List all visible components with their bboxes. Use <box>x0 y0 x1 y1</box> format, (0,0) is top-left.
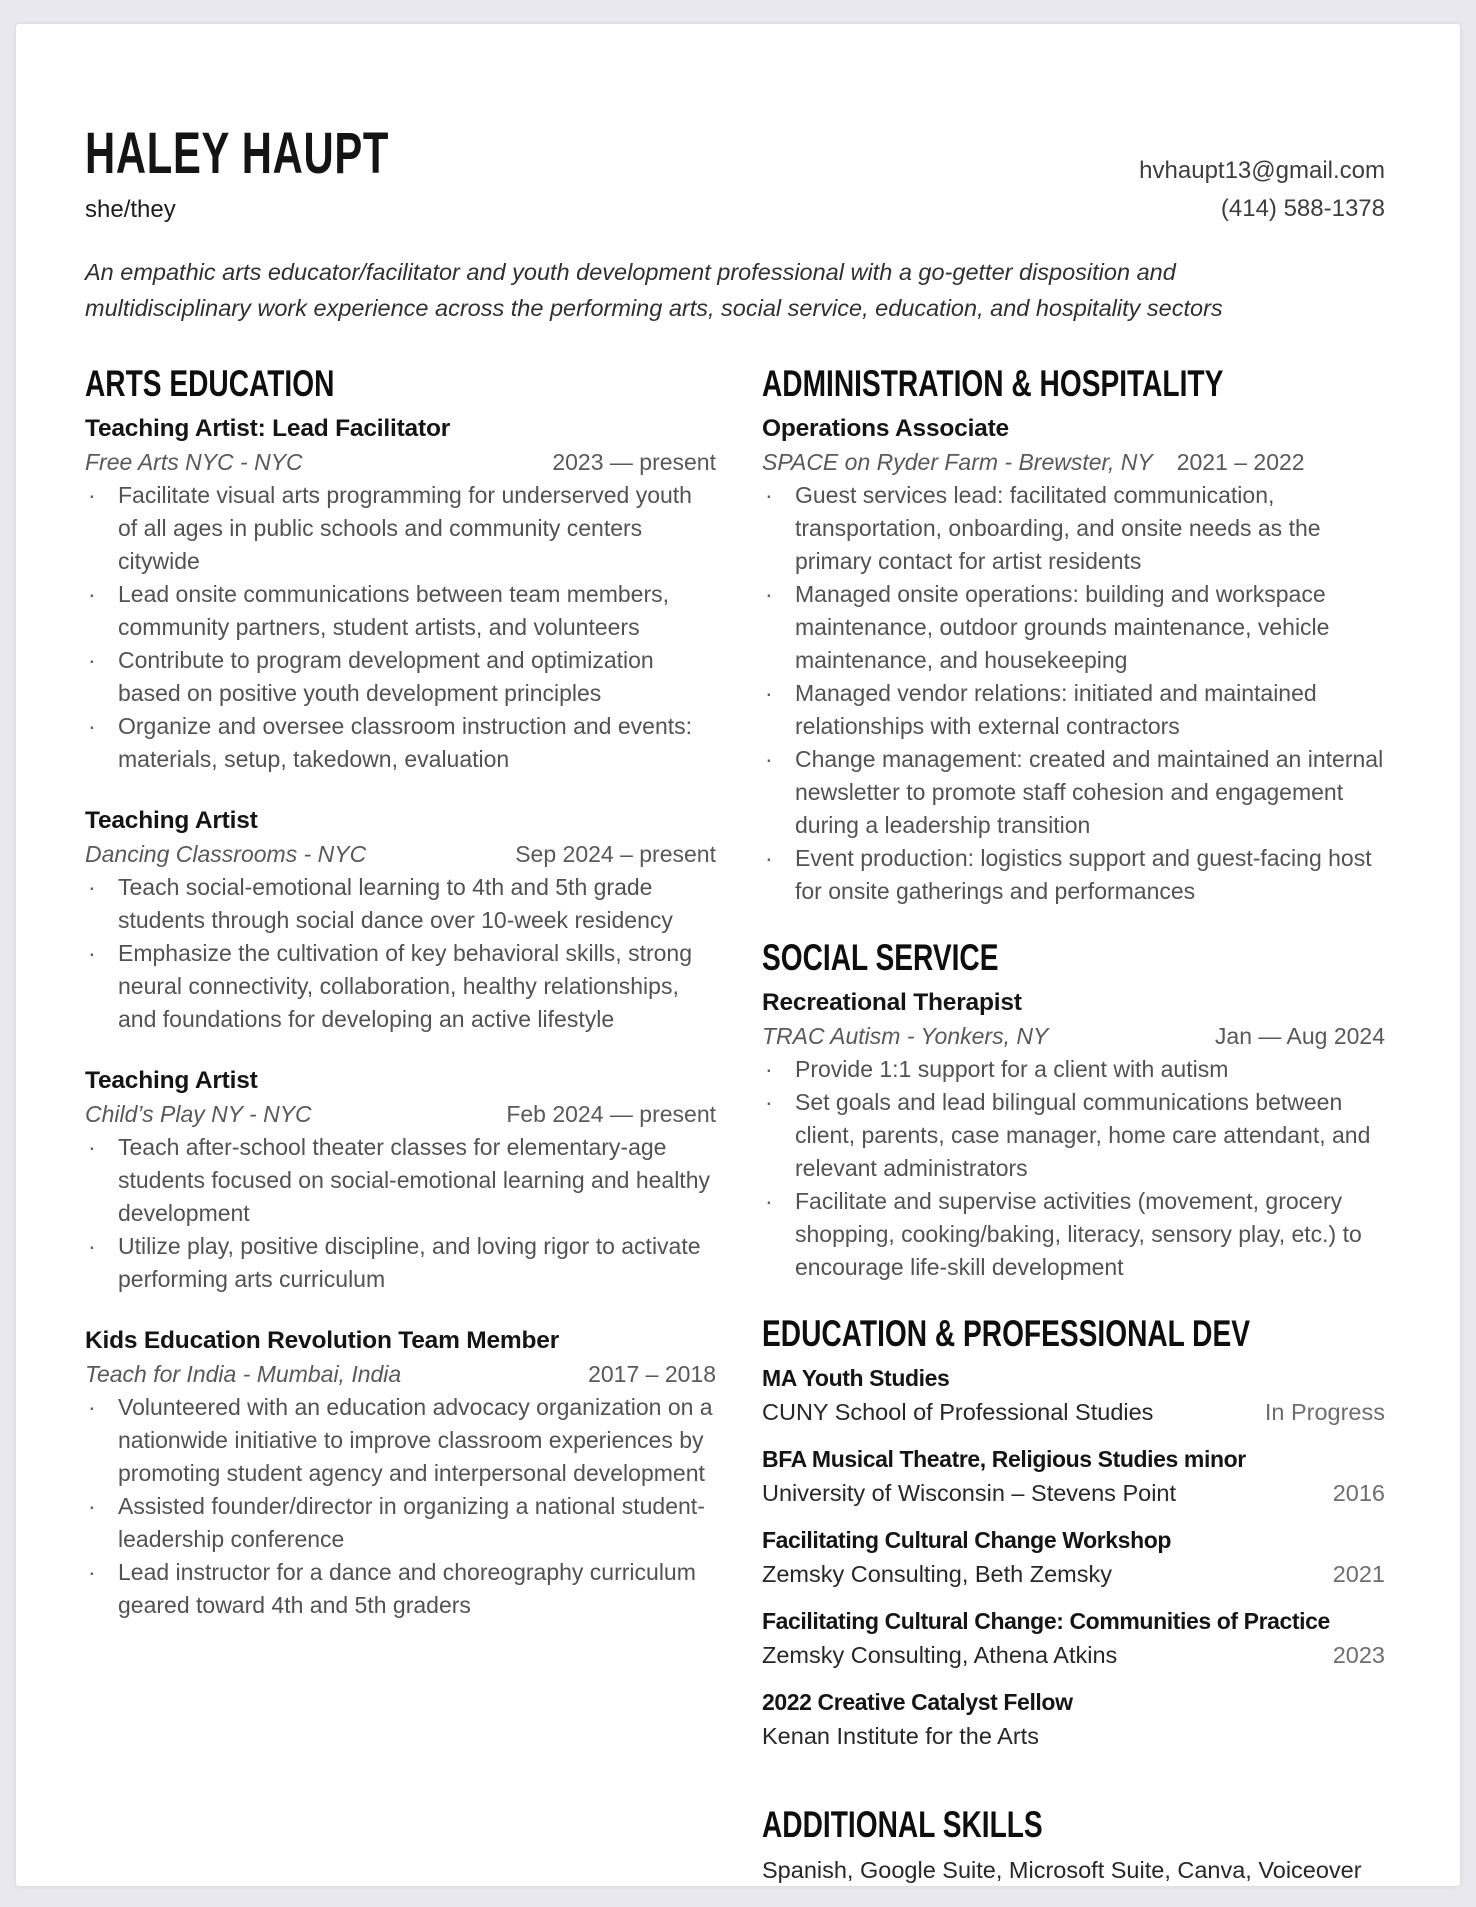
summary-statement: An empathic arts educator/facilitator and youth development professional with a go-getter disposition and multidisciplinary work experience across the performing arts, social service, education, and hospitality sectors <box>85 259 1223 321</box>
skills-list: Spanish, Google Suite, Microsoft Suite, Canva, Voiceover <box>762 1857 1362 1883</box>
bullet-item <box>762 578 1385 677</box>
company: TRAC Autism - Yonkers, NY <box>762 1023 1049 1049</box>
phone: (414) 588-1378 <box>1220 195 1385 222</box>
bullet-list <box>85 871 716 1036</box>
education-title: BFA Musical Theatre, Religious Studies minor <box>762 1446 1246 1472</box>
bullet-text: Emphasize the cultivation of key behavioral skills, strong neural connectivity, collaboration, healthy relationships, and foundations for developing an active lifestyle <box>118 940 693 1032</box>
job-meta <box>762 445 1385 479</box>
section-additional-skills <box>762 1803 1385 1886</box>
bullet-dot: · <box>765 680 773 706</box>
bullet-dot: · <box>765 482 773 508</box>
bullet-text: Facilitate visual arts programming for underserved youth of all ages in public schools and community centers citywide <box>118 482 692 574</box>
bullet-list <box>85 479 716 776</box>
institution: Zemsky Consulting, Athena Atkins <box>762 1642 1118 1668</box>
bullet-list <box>85 1131 716 1296</box>
bullet-item <box>85 1490 716 1556</box>
bullet-text: Lead onsite communications between team members, community partners, student artists, and volunteers <box>118 581 670 640</box>
job-entry <box>85 804 716 1036</box>
bullet-text: Managed vendor relations: initiated and maintained relationships with external contractors <box>795 680 1317 739</box>
bullet-text: Change management: created and maintained an internal newsletter to promote staff cohesion and engagement during a leadership transition <box>795 746 1384 838</box>
bullet-list <box>762 479 1385 908</box>
section-social-service <box>762 936 1385 1284</box>
bullet-dot: · <box>88 647 96 673</box>
education-entry <box>762 1443 1385 1510</box>
email: hvhaupt13@gmail.com <box>1139 157 1385 184</box>
dates: 2021 – 2022 <box>1176 449 1305 475</box>
bullet-text: Organize and oversee classroom instruction and events: materials, setup, takedown, evaluation <box>118 713 693 772</box>
education-entry <box>762 1362 1385 1429</box>
education-entry <box>762 1686 1385 1753</box>
company: SPACE on Ryder Farm - Brewster, NY <box>762 449 1153 475</box>
job-meta <box>762 1019 1385 1053</box>
pronouns: she/they <box>85 196 176 223</box>
bullet-item <box>85 1556 716 1622</box>
bullet-dot: · <box>88 1559 96 1585</box>
bullet-item <box>762 1185 1385 1284</box>
bullet-item <box>85 1131 716 1230</box>
company: Child’s Play NY - NYC <box>85 1101 312 1127</box>
bullet-text: Utilize play, positive discipline, and loving rigor to activate performing arts curriculum <box>118 1233 701 1292</box>
bullet-item <box>85 578 716 644</box>
bullet-dot: · <box>765 1089 773 1115</box>
bullet-text: Provide 1:1 support for a client with autism <box>795 1056 1229 1082</box>
bullet-item <box>762 1086 1385 1185</box>
bullet-dot: · <box>88 713 96 739</box>
year: In Progress <box>1264 1399 1385 1425</box>
bullet-item <box>762 743 1385 842</box>
education-meta <box>762 1476 1385 1510</box>
bullet-item <box>85 710 716 776</box>
bullet-dot: · <box>88 482 96 508</box>
job-title: Kids Education Revolution Team Member <box>85 1327 560 1354</box>
education-meta <box>762 1638 1385 1672</box>
bullet-dot: · <box>765 581 773 607</box>
education-entry <box>762 1605 1385 1672</box>
bullet-list <box>85 1391 716 1622</box>
education-title: Facilitating Cultural Change: Communities of Practice <box>762 1608 1330 1634</box>
bullet-text: Facilitate and supervise activities (movement, grocery shopping, cooking/baking, literacy, sensory play, etc.) to encourage life-skill development <box>795 1188 1362 1280</box>
bullet-text: Managed onsite operations: building and workspace maintenance, outdoor grounds maintenance, vehicle maintenance, and housekeeping <box>795 581 1330 673</box>
bullet-item <box>762 677 1385 743</box>
contact-block <box>1139 152 1385 228</box>
bullet-dot: · <box>88 1134 96 1160</box>
education-entry <box>762 1524 1385 1591</box>
bullet-dot: · <box>88 940 96 966</box>
bullet-text: Event production: logistics support and guest-facing host for onsite gatherings and performances <box>795 845 1372 904</box>
bullet-text: Guest services lead: facilitated communication, transportation, onboarding, and onsite needs as the primary contact for artist residents <box>795 482 1321 574</box>
section-heading: ARTS EDUCATION <box>85 363 335 404</box>
job-entry <box>762 986 1385 1284</box>
bullet-dot: · <box>765 1188 773 1214</box>
section-heading: ADMINISTRATION & HOSPITALITY <box>762 363 1224 404</box>
education-meta <box>762 1719 1385 1753</box>
bullet-item <box>85 479 716 578</box>
section-heading: ADDITIONAL SKILLS <box>762 1804 1043 1845</box>
education-meta <box>762 1557 1385 1591</box>
bullet-text: Teach after-school theater classes for elementary-age students focused on social-emotional learning and healthy development <box>118 1134 710 1226</box>
bullet-dot: · <box>88 874 96 900</box>
bullet-item <box>762 479 1385 578</box>
year: 2023 <box>1332 1642 1385 1668</box>
resume-page <box>16 24 1460 1886</box>
resume-header <box>85 121 1385 228</box>
header-left <box>85 121 507 228</box>
bullet-dot: · <box>765 845 773 871</box>
left-column <box>85 362 716 1886</box>
job-meta <box>85 1357 716 1391</box>
resume-columns <box>85 362 1385 1886</box>
section-heading: SOCIAL SERVICE <box>762 937 999 978</box>
job-title: Teaching Artist: Lead Facilitator <box>85 415 451 442</box>
job-entry <box>762 412 1385 908</box>
job-title: Teaching Artist <box>85 807 258 834</box>
bullet-item <box>762 842 1385 908</box>
bullet-dot: · <box>88 581 96 607</box>
company: Teach for India - Mumbai, India <box>85 1361 402 1387</box>
section-education-dev <box>762 1312 1385 1753</box>
year: 2016 <box>1332 1480 1385 1506</box>
bullet-text: Lead instructor for a dance and choreography curriculum geared toward 4th and 5th graders <box>118 1559 696 1618</box>
job-entry <box>85 1324 716 1622</box>
institution: Kenan Institute for the Arts <box>762 1723 1039 1749</box>
bullet-dot: · <box>88 1493 96 1519</box>
job-meta <box>85 1097 716 1131</box>
job-title: Operations Associate <box>762 415 1009 442</box>
job-entry <box>85 1064 716 1296</box>
bullet-item <box>85 871 716 937</box>
dates: Sep 2024 – present <box>515 841 716 867</box>
institution: University of Wisconsin – Stevens Point <box>762 1480 1177 1506</box>
section-arts-education <box>85 362 716 1622</box>
bullet-text: Contribute to program development and optimization based on positive youth development principles <box>118 647 654 706</box>
bullet-dot: · <box>765 1056 773 1082</box>
dates: 2017 – 2018 <box>588 1361 716 1387</box>
job-title: Teaching Artist <box>85 1067 258 1094</box>
bullet-item <box>85 1391 716 1490</box>
bullet-text: Teach social-emotional learning to 4th and 5th grade students through social dance over 10-week residency <box>118 874 673 933</box>
education-title: MA Youth Studies <box>762 1365 950 1391</box>
section-admin-hospitality <box>762 362 1385 908</box>
company: Dancing Classrooms - NYC <box>85 841 367 867</box>
bullet-dot: · <box>88 1394 96 1420</box>
education-meta <box>762 1395 1385 1429</box>
bullet-item <box>85 937 716 1036</box>
job-meta <box>85 445 716 479</box>
bullet-item <box>85 1230 716 1296</box>
dates: Feb 2024 — present <box>506 1101 716 1127</box>
job-meta <box>85 837 716 871</box>
company: Free Arts NYC - NYC <box>85 449 303 475</box>
dates: Jan — Aug 2024 <box>1214 1023 1385 1049</box>
education-title: Facilitating Cultural Change Workshop <box>762 1527 1172 1553</box>
institution: CUNY School of Professional Studies <box>762 1399 1154 1425</box>
right-column <box>762 362 1385 1886</box>
job-title: Recreational Therapist <box>762 989 1022 1016</box>
bullet-text: Assisted founder/director in organizing a national student-leadership conference <box>118 1493 705 1552</box>
bullet-dot: · <box>765 746 773 772</box>
bullet-item <box>762 1053 1385 1086</box>
bullet-list <box>762 1053 1385 1284</box>
section-heading: EDUCATION & PROFESSIONAL DEV <box>762 1313 1250 1354</box>
bullet-text: Volunteered with an education advocacy organization on a nationwide initiative to improve classroom experiences by promoting student agency and interpersonal development <box>118 1394 713 1486</box>
education-title: 2022 Creative Catalyst Fellow <box>762 1689 1073 1715</box>
job-entry <box>85 412 716 776</box>
bullet-item <box>85 644 716 710</box>
year: 2021 <box>1332 1561 1385 1587</box>
dates: 2023 — present <box>552 449 716 475</box>
bullet-text: Set goals and lead bilingual communications between client, parents, case manager, home care attendant, and relevant administrators <box>795 1089 1371 1181</box>
bullet-dot: · <box>88 1233 96 1259</box>
institution: Zemsky Consulting, Beth Zemsky <box>762 1561 1112 1587</box>
person-name: HALEY HAUPT <box>85 121 390 186</box>
